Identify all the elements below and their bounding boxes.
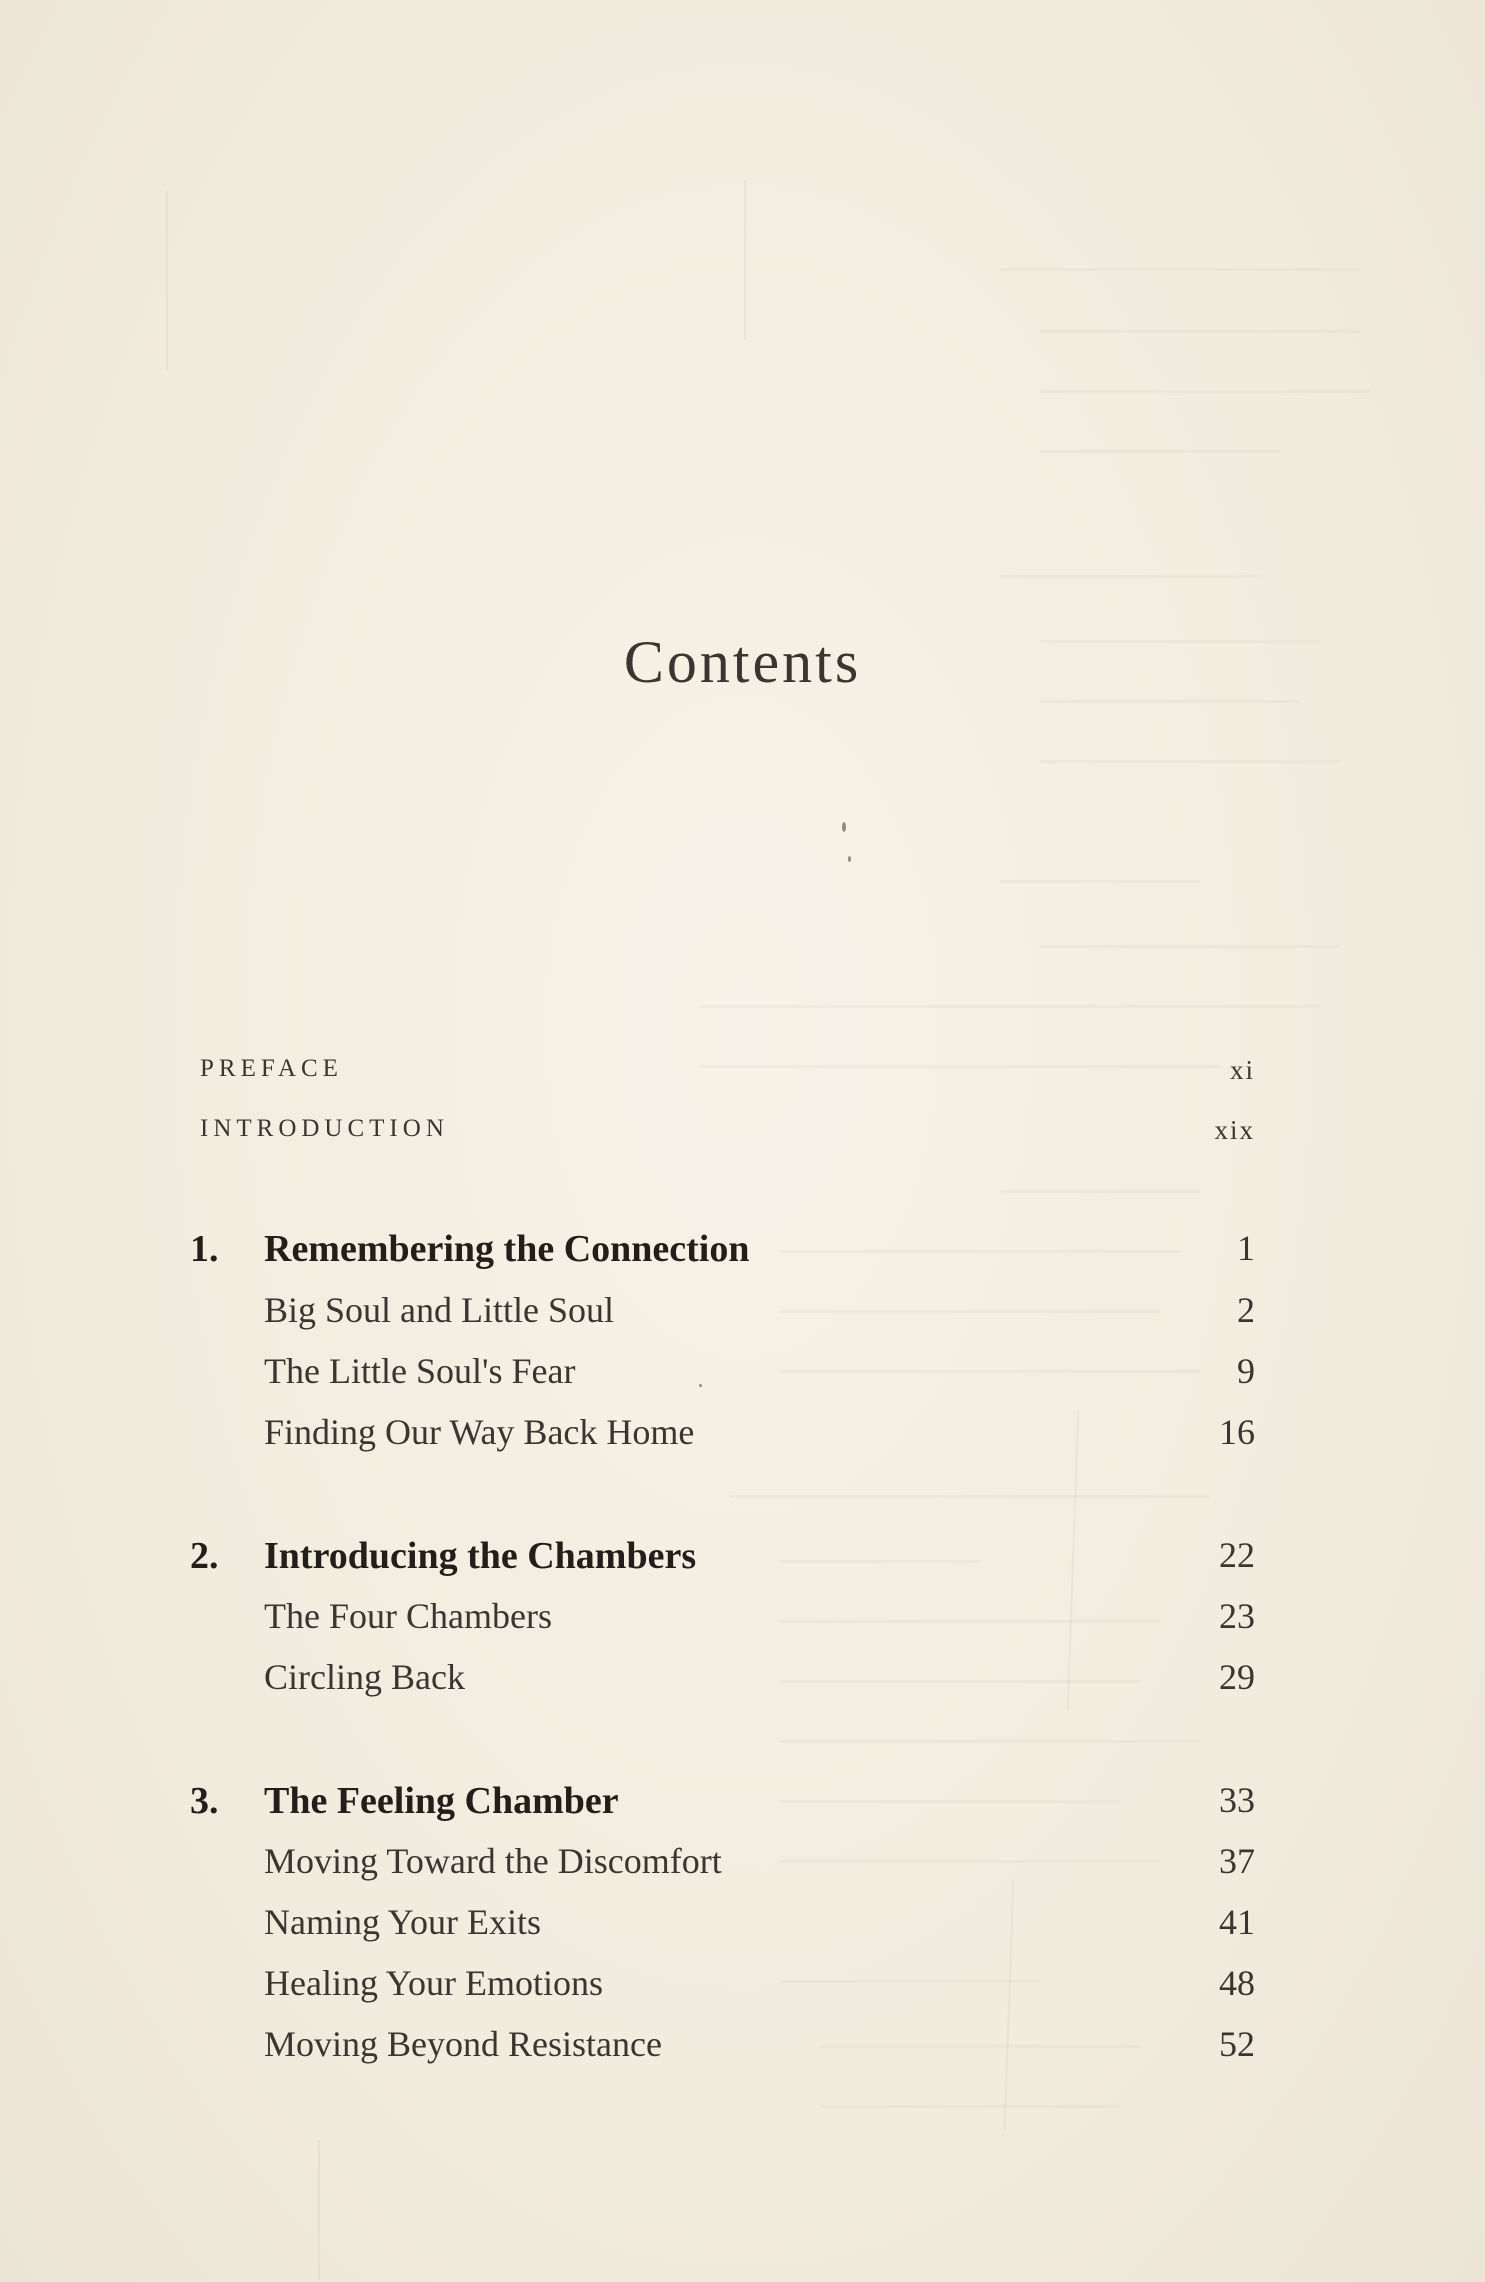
show-through-line	[1000, 1190, 1200, 1193]
show-through-line	[780, 1860, 1160, 1863]
section-page: 16	[1219, 1412, 1255, 1452]
show-through-line	[1040, 450, 1280, 453]
section-page: 23	[1219, 1596, 1255, 1636]
toc-entry-preface	[200, 1055, 1255, 1083]
toc-entry-page: xi	[1229, 1055, 1255, 1085]
paper-crease	[166, 190, 168, 370]
show-through-line	[1000, 268, 1360, 271]
section-title: Moving Beyond Resistance	[264, 2024, 662, 2064]
section-title: Healing Your Emotions	[264, 1963, 604, 2003]
show-through-line	[730, 1495, 1210, 1498]
section-title: The Little Soul's Fear	[264, 1351, 576, 1391]
show-through-line	[1040, 760, 1340, 763]
section-page: 52	[1219, 2024, 1255, 2064]
chapter-number: 2.	[190, 1535, 219, 1577]
chapter-title: Remembering the Connection	[264, 1228, 750, 1270]
show-through-line	[700, 1005, 1320, 1008]
show-through-line	[820, 2045, 1140, 2048]
section-title: Moving Toward the Discomfort	[264, 1841, 722, 1881]
section-title: Big Soul and Little Soul	[264, 1290, 615, 1330]
paper-crease	[744, 180, 746, 340]
paper-crease	[318, 2140, 320, 2280]
section-title: Naming Your Exits	[264, 1902, 542, 1942]
section-page: 37	[1219, 1841, 1255, 1881]
show-through-line	[820, 2105, 1120, 2108]
show-through-line	[780, 1980, 1040, 1983]
show-through-line	[780, 1560, 980, 1563]
paper-speck	[842, 822, 846, 832]
chapter-title: Introducing the Chambers	[264, 1535, 697, 1577]
section-page: 9	[1237, 1351, 1255, 1391]
show-through-line	[780, 1310, 1160, 1313]
section-title: Finding Our Way Back Home	[264, 1412, 695, 1452]
chapter-page: 22	[1219, 1535, 1255, 1575]
toc-entry-label: PREFACE	[200, 1055, 343, 1082]
show-through-line	[1040, 390, 1370, 393]
show-through-line	[780, 1250, 1180, 1253]
section-title: The Four Chambers	[264, 1596, 552, 1636]
paper-speck	[848, 856, 851, 862]
chapter-title: The Feeling Chamber	[264, 1780, 619, 1822]
section-page: 29	[1219, 1657, 1255, 1697]
section-page: 48	[1219, 1963, 1255, 2003]
show-through-line	[1040, 945, 1340, 948]
chapter-page: 1	[1237, 1228, 1255, 1268]
show-through-line	[1040, 700, 1300, 703]
chapter-number: 1.	[190, 1228, 219, 1270]
show-through-line	[1000, 575, 1260, 578]
show-through-line	[780, 1620, 1160, 1623]
show-through-line	[780, 1680, 1140, 1683]
toc-entry-label: INTRODUCTION	[200, 1115, 449, 1142]
paper-crease	[1067, 1410, 1079, 1710]
chapter-number: 3.	[190, 1780, 219, 1822]
paper-speck	[699, 1384, 702, 1387]
show-through-line	[1000, 880, 1200, 883]
toc-entry-introduction	[200, 1115, 1255, 1143]
toc-entry-page: xix	[1214, 1115, 1255, 1145]
chapter-page: 33	[1219, 1780, 1255, 1820]
section-page: 41	[1219, 1902, 1255, 1942]
show-through-line	[780, 1800, 1120, 1803]
page-title: Contents	[623, 629, 862, 696]
show-through-line	[780, 1370, 1200, 1373]
paper-crease	[1004, 1880, 1015, 2130]
show-through-line	[780, 1740, 1200, 1743]
section-title: Circling Back	[264, 1657, 465, 1697]
section-page: 2	[1237, 1290, 1255, 1330]
show-through-line	[1040, 330, 1360, 333]
